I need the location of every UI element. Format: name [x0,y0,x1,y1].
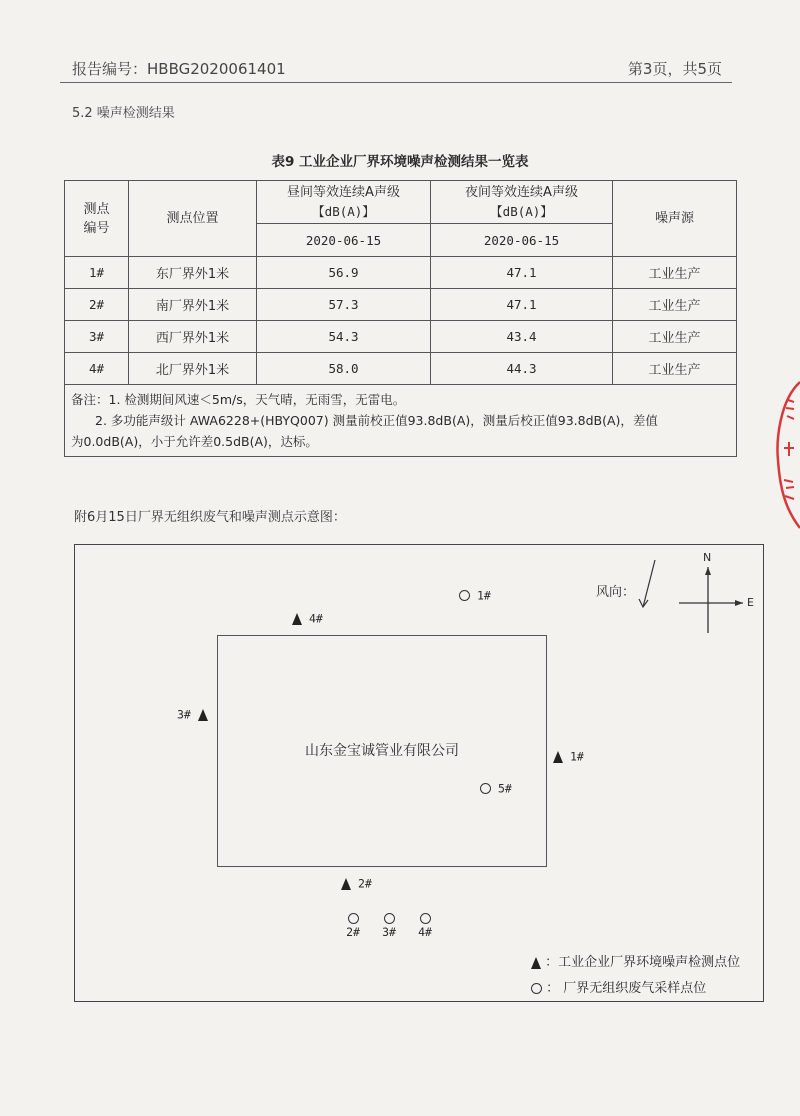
cell-source: 工业生产 [613,257,737,289]
gas-point-5 [480,781,512,796]
cell-day-value: 57.3 [257,289,431,321]
factory-boundary [217,635,547,867]
noise-point-3 [177,707,208,722]
cell-point-no: 1# [65,257,129,289]
cell-night-value: 44.3 [431,353,613,385]
gas-point-label: 2# [346,925,360,939]
cell-location: 西厂界外1米 [129,321,257,353]
header-point-no: 测点编号 [65,181,129,257]
cell-night-value: 43.4 [431,321,613,353]
legend-noise-label: ：工业企业厂界环境噪声检测点位 [545,955,741,970]
day-date: 2020-06-15 [257,224,431,257]
night-date: 2020-06-15 [431,224,613,257]
note-line-2: 2. 多功能声级计 AWA6228+(HBYQ007) 测量前校正值93.8dB(A)，测量后校正值93.8dB(A)，差值 [95,413,658,428]
circle-icon [384,913,395,924]
legend-noise [531,951,740,970]
noise-point-1 [553,749,584,764]
noise-point-label: 4# [308,611,323,626]
gas-point-label: 4# [418,925,432,939]
circle-icon [531,983,542,994]
circle-icon [348,913,359,924]
triangle-icon [292,613,302,625]
header-source: 噪声源 [613,181,737,257]
triangle-icon [553,751,563,763]
header-day-unit: 【dB(A)】 [312,204,375,219]
noise-point-2 [341,876,372,891]
gas-point-4 [414,911,436,939]
header-night-unit: 【dB(A)】 [490,204,553,219]
cell-day-value: 58.0 [257,353,431,385]
table-row [65,321,737,353]
header-day-level [257,181,431,224]
compass-east: E [747,596,754,609]
table-row [65,289,737,321]
cell-location: 北厂界外1米 [129,353,257,385]
table-row [65,353,737,385]
table-row [65,257,737,289]
noise-point-label: 1# [569,749,584,764]
note-line-3: 为0.0dB(A)，小于允许差0.5dB(A)，达标。 [71,434,318,449]
gas-point-label: 3# [382,925,396,939]
table-caption: 表9 工业企业厂界环境噪声检测结果一览表 [271,154,529,170]
gas-point-1 [459,588,491,603]
header-day-level-label: 昼间等效连续A声级 [287,185,400,200]
circle-icon [480,783,491,794]
legend-gas [531,977,706,996]
cell-point-no: 2# [65,289,129,321]
table-notes-row [65,385,737,457]
noise-point-label: 3# [177,707,191,722]
triangle-icon [341,878,351,890]
table-notes [65,385,737,457]
cell-point-no: 4# [65,353,129,385]
cell-day-value: 56.9 [257,257,431,289]
header-divider [60,82,732,83]
legend-gas-label: ： 厂界无组织废气采样点位 [546,981,707,996]
header-night-level [431,181,613,224]
cell-point-no: 3# [65,321,129,353]
gas-point-2 [342,911,364,939]
cell-night-value: 47.1 [431,257,613,289]
section-title: 5.2 噪声检测结果 [72,106,175,121]
cell-source: 工业生产 [613,353,737,385]
triangle-icon [531,957,541,969]
compass-north: N [703,551,712,564]
diagram-caption: 附6月15日厂界无组织废气和噪声测点示意图： [74,510,346,525]
noise-point-4 [292,611,323,626]
gas-point-label: 5# [497,781,512,796]
table-header-row [65,181,737,224]
noise-results-table [64,180,737,457]
cell-location: 南厂界外1米 [129,289,257,321]
circle-icon [459,590,470,601]
cell-source: 工业生产 [613,289,737,321]
note-line-1: 备注：1. 检测期间风速＜5m/s，天气晴，无雨雪，无雷电。 [71,392,406,407]
sampling-diagram [74,544,764,1002]
wind-direction-label: 风向： [596,585,636,600]
factory-name: 山东金宝诚管业有限公司 [305,743,459,759]
cell-day-value: 54.3 [257,321,431,353]
report-number: 报告编号：HBBG2020061401 [72,60,286,78]
cell-location: 东厂界外1米 [129,257,257,289]
wind-arrow-icon [635,557,665,613]
triangle-icon [198,709,208,721]
header-location: 测点位置 [129,181,257,257]
gas-point-3 [378,911,400,939]
compass-icon [671,553,757,639]
circle-icon [420,913,431,924]
seal-stamp-icon [772,380,800,530]
header-night-level-label: 夜间等效连续A声级 [465,185,578,200]
cell-source: 工业生产 [613,321,737,353]
page-info: 第3页，共5页 [627,60,722,78]
cell-night-value: 47.1 [431,289,613,321]
gas-point-label: 1# [476,588,491,603]
noise-point-label: 2# [357,876,372,891]
